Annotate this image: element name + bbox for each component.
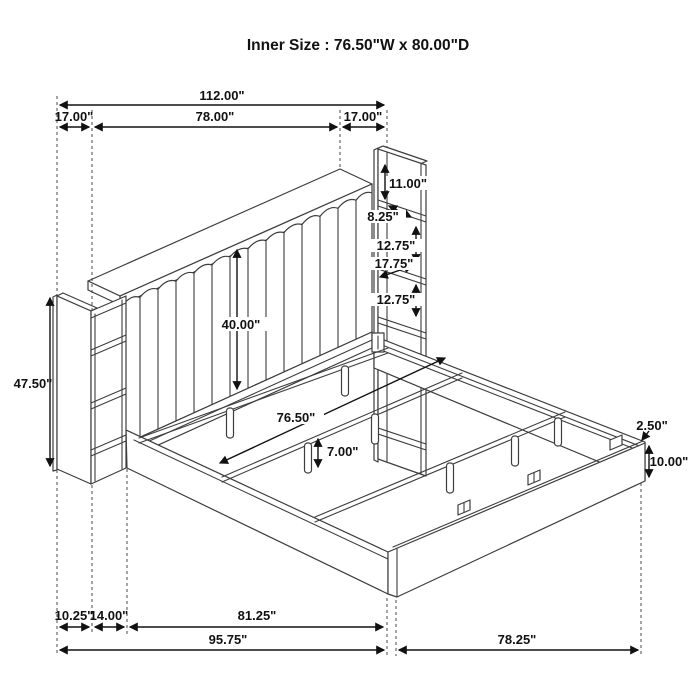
dim-pier-height: 47.50" bbox=[13, 376, 53, 391]
dim-top-shelf-opening: 11.00" bbox=[389, 176, 427, 191]
leg bbox=[447, 463, 454, 493]
leg bbox=[342, 366, 349, 396]
head-rail-bracket bbox=[372, 333, 384, 352]
dim-left-pier-width: 17.00" bbox=[54, 109, 94, 124]
dim-shelf-depth: 8.25" bbox=[367, 209, 399, 224]
dim-rail-top-lip: 2.50" bbox=[636, 418, 668, 433]
dim-upper-shelf-opening: 12.75" bbox=[376, 238, 416, 253]
leg bbox=[372, 414, 379, 444]
dim-overall-width: 112.00" bbox=[199, 88, 245, 103]
leg bbox=[305, 443, 312, 473]
dim-inner-platform-width: 76.50" bbox=[276, 410, 316, 425]
left-pier-end-panel bbox=[57, 296, 91, 484]
left-pier bbox=[53, 293, 126, 484]
leg bbox=[555, 418, 562, 446]
dim-headboard-panel-height: 40.00" bbox=[221, 317, 261, 332]
leg bbox=[227, 408, 234, 438]
dim-overall-depth-with-pier: 95.75" bbox=[208, 632, 248, 647]
right-pier bbox=[374, 146, 427, 476]
title: Inner Size : 76.50"W x 80.00"D bbox=[246, 37, 470, 54]
dim-right-pier-width: 17.00" bbox=[343, 109, 383, 124]
dim-side-rail-height: 10.00" bbox=[649, 454, 689, 469]
dim-pier-front-depth: 14.00" bbox=[89, 608, 129, 623]
dim-leg-height: 7.00" bbox=[327, 444, 359, 459]
leg bbox=[512, 436, 519, 466]
dim-pier-end-depth: 10.25" bbox=[54, 608, 94, 623]
dim-platform-depth: 81.25" bbox=[237, 608, 277, 623]
dim-lower-shelf-opening: 12.75" bbox=[376, 292, 416, 307]
dim-shelf-inner-width: 17.75" bbox=[374, 256, 414, 271]
dim-platform-footprint-depth: 78.25" bbox=[497, 632, 537, 647]
dim-headboard-width: 78.00" bbox=[195, 109, 235, 124]
